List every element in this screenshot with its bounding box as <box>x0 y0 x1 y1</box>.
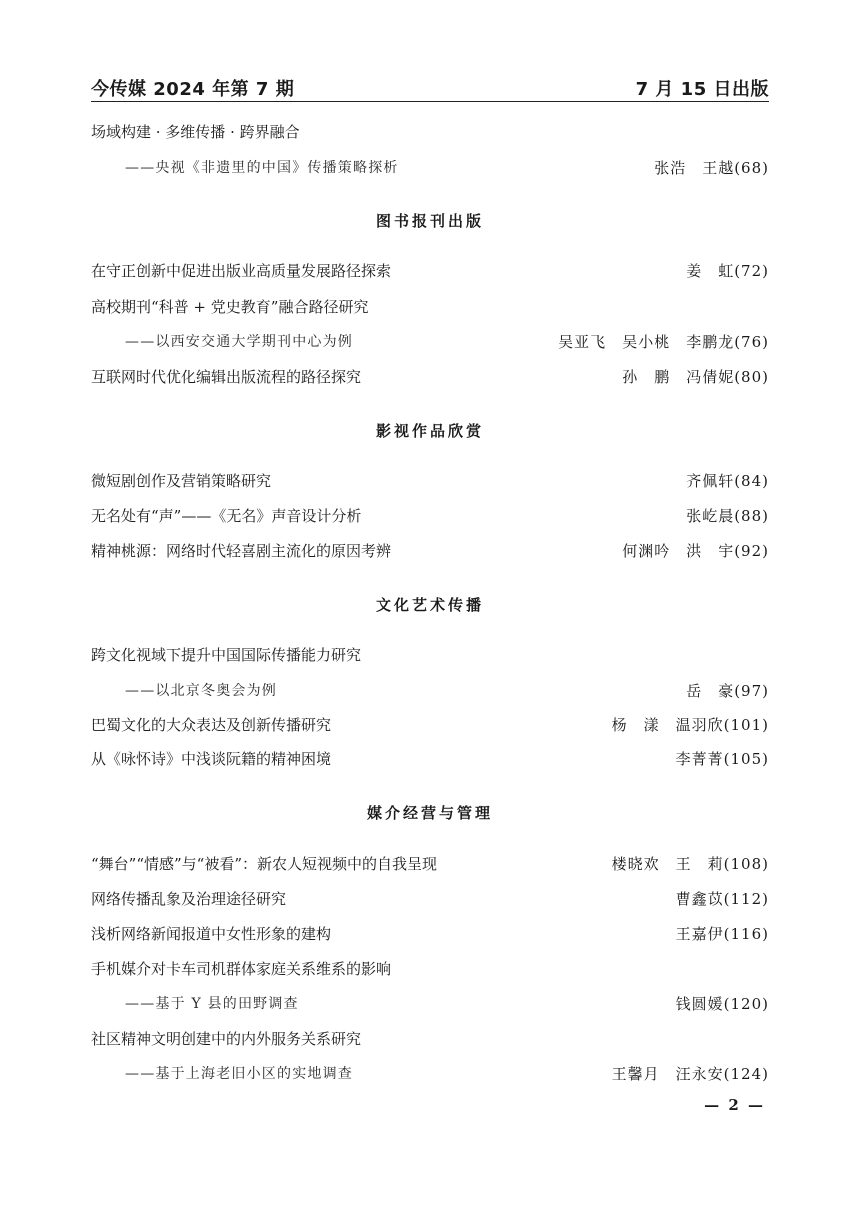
author-name: 王越(68) <box>702 159 769 177</box>
article-title: 场域构建 · 多维传播 · 跨界融合 <box>91 123 300 141</box>
article-title: “舞台”“情感”与“被看”：新农人短视频中的自我呈现 <box>91 855 438 873</box>
author-name: 温羽欣(101) <box>675 716 769 734</box>
article-subtitle: ——央视《非遗里的中国》传播策略探析 <box>125 160 399 176</box>
toc-entry-row <box>91 888 769 910</box>
article-authors <box>612 1063 769 1085</box>
toc-entry-row <box>91 714 769 736</box>
author-name: 冯倩妮(80) <box>686 368 769 386</box>
toc-entry-row <box>91 1028 769 1050</box>
article-authors <box>558 331 769 353</box>
article-authors <box>622 540 769 562</box>
toc-subtitle-row <box>91 993 769 1015</box>
article-title: 网络传播乱象及治理途径研究 <box>91 890 287 908</box>
author-name: 张屹晨(88) <box>686 507 769 525</box>
author-name: 孙 鹏 <box>622 368 671 386</box>
author-name: 姜 虹(72) <box>686 262 769 280</box>
author-name: 岳 豪(97) <box>686 682 769 700</box>
toc-subtitle-row <box>91 157 769 179</box>
author-name: 吴小桃 <box>622 333 671 351</box>
article-authors <box>686 680 769 702</box>
article-authors <box>686 505 769 527</box>
article-title: 浅析网络新闻报道中女性形象的建构 <box>91 925 332 943</box>
journal-issue: 今传媒 2024 年第 7 期 <box>91 79 295 100</box>
article-authors <box>676 748 769 770</box>
publish-date: 7 月 15 日出版 <box>635 79 769 100</box>
author-name: 张浩 <box>654 159 687 177</box>
author-name: 王馨月 <box>611 1065 660 1083</box>
author-name: 楼晓欢 <box>611 855 660 873</box>
article-title: 手机媒介对卡车司机群体家庭关系维系的影响 <box>91 960 392 978</box>
toc-entry-row <box>91 923 769 945</box>
article-title: 微短剧创作及营销策略研究 <box>91 472 272 490</box>
author-name: 曹鑫苡(112) <box>675 890 769 908</box>
author-name: 吴亚飞 <box>558 333 607 351</box>
toc-subtitle-row <box>91 331 769 353</box>
toc-entry-row <box>91 260 769 282</box>
section-heading: 媒介经营与管理 <box>366 804 493 822</box>
toc-entry-row <box>91 540 769 562</box>
article-authors <box>686 260 769 282</box>
author-name: 李菁菁(105) <box>675 750 769 768</box>
article-subtitle: ——以西安交通大学期刊中心为例 <box>125 334 353 350</box>
toc-entry-row <box>91 748 769 770</box>
article-title: 高校期刊“科普 + 党史教育”融合路径研究 <box>91 298 369 316</box>
article-authors <box>676 923 769 945</box>
toc-subtitle-row <box>91 680 769 702</box>
author-name: 王嘉伊(116) <box>675 925 769 943</box>
toc-entry-row <box>91 470 769 492</box>
page-number: — 2 — <box>704 1096 765 1114</box>
author-name: 王 莉(108) <box>675 855 769 873</box>
toc-entry-row <box>91 121 769 143</box>
article-subtitle: ——基于上海老旧小区的实地调查 <box>125 1066 353 1082</box>
article-authors <box>676 993 769 1015</box>
toc-entry-row <box>91 366 769 388</box>
author-name: 杨 漾 <box>611 716 660 734</box>
article-subtitle: ——以北京冬奥会为例 <box>125 683 277 699</box>
author-name: 汪永安(124) <box>675 1065 769 1083</box>
article-authors <box>654 157 769 179</box>
article-title: 在守正创新中促进出版业高质量发展路径探索 <box>91 262 392 280</box>
author-name: 何渊吟 <box>622 542 671 560</box>
author-name: 钱圆媛(120) <box>675 995 769 1013</box>
page-header <box>91 75 769 102</box>
section-heading: 影视作品欣赏 <box>375 422 484 440</box>
author-name: 齐佩轩(84) <box>686 472 769 490</box>
toc-entry-row <box>91 505 769 527</box>
article-subtitle: ——基于 Y 县的田野调查 <box>125 996 299 1012</box>
toc-entry-row <box>91 853 769 875</box>
section-heading: 图书报刊出版 <box>375 212 484 230</box>
toc-subtitle-row <box>91 1063 769 1085</box>
article-authors <box>686 470 769 492</box>
toc-entry-row <box>91 644 769 666</box>
article-authors <box>676 888 769 910</box>
author-name: 洪 宇(92) <box>686 542 769 560</box>
article-title: 社区精神文明创建中的内外服务关系研究 <box>91 1030 362 1048</box>
article-title: 精神桃源：网络时代轻喜剧主流化的原因考辨 <box>91 542 392 560</box>
section-heading: 文化艺术传播 <box>375 596 484 614</box>
article-authors <box>612 714 769 736</box>
article-title: 互联网时代优化编辑出版流程的路径探究 <box>91 368 362 386</box>
author-name: 李鹏龙(76) <box>686 333 769 351</box>
article-authors <box>622 366 769 388</box>
article-title: 跨文化视域下提升中国国际传播能力研究 <box>91 646 362 664</box>
article-title: 巴蜀文化的大众表达及创新传播研究 <box>91 716 332 734</box>
toc-entry-row <box>91 296 769 318</box>
article-title: 无名处有“声”——《无名》声音设计分析 <box>91 507 362 525</box>
toc-entry-row <box>91 958 769 980</box>
article-authors <box>612 853 769 875</box>
article-title: 从《咏怀诗》中浅谈阮籍的精神困境 <box>91 750 332 768</box>
